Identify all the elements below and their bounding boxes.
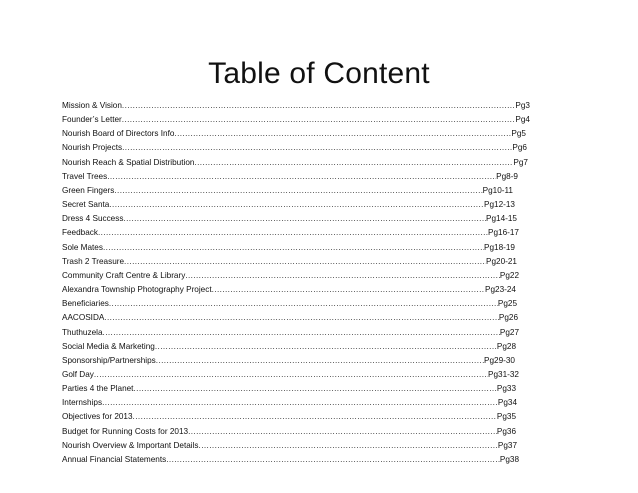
toc-entry-page: Pg28 (496, 341, 516, 351)
toc-entry (62, 410, 532, 424)
toc-entry-label: Green Fingers (62, 185, 115, 195)
toc-entry-label: Beneficiaries (62, 299, 109, 309)
toc-entry-page: Pg34 (497, 398, 517, 408)
dot-leader (156, 354, 484, 368)
toc-entry-label: Sole Mates (62, 242, 103, 252)
toc-entry (62, 184, 532, 198)
toc-entry-page: Pg31-32 (488, 369, 519, 379)
dot-leader (107, 170, 496, 184)
toc-entry-label: Feedback (62, 228, 98, 238)
dot-leader (109, 198, 484, 212)
toc-entry-page: Pg4 (515, 115, 530, 125)
dot-leader (155, 340, 497, 354)
toc-entry (62, 439, 532, 453)
dot-leader (114, 184, 482, 198)
toc-entry (62, 297, 532, 311)
toc-entry-label: Nourish Board of Directors Info (62, 129, 175, 139)
toc-entry-page: Pg38 (499, 454, 519, 464)
dot-leader (133, 410, 497, 424)
toc-entry (62, 141, 532, 155)
toc-entry-label: Community Craft Centre & Library (62, 270, 186, 280)
toc-entry (62, 340, 532, 354)
toc-entry-page: Pg6 (512, 143, 527, 153)
page-title: Table of Content (208, 57, 430, 90)
dot-leader (194, 156, 513, 170)
toc-entry-page: Pg23-24 (485, 285, 516, 295)
dot-leader (212, 283, 485, 297)
dot-leader (123, 212, 486, 226)
toc-entry (62, 127, 532, 141)
dot-leader (94, 368, 488, 382)
dot-leader (199, 439, 498, 453)
toc-entry (62, 241, 532, 255)
toc-entry-page: Pg26 (498, 313, 518, 323)
toc-entry-label: Secret Santa (62, 200, 110, 210)
toc-entry (62, 255, 532, 269)
dot-leader (98, 226, 488, 240)
toc-entry-label: Nourish Overview & Important Details (62, 440, 199, 450)
toc-entry (62, 212, 532, 226)
toc-entry-page: Pg18-19 (484, 242, 515, 252)
toc-entry-page: Pg8-9 (496, 171, 518, 181)
dot-leader (133, 382, 496, 396)
toc-entry-label: Nourish Projects (62, 143, 123, 153)
dot-leader (104, 311, 499, 325)
toc-entry-page: Pg7 (513, 157, 528, 167)
dot-leader (103, 326, 500, 340)
toc-entry-page: Pg20-21 (486, 256, 517, 266)
toc-entry-label: Social Media & Marketing (62, 341, 155, 351)
toc-entry-label: Objectives for 2013 (62, 412, 133, 422)
table-of-contents (62, 99, 532, 467)
dot-leader (174, 127, 511, 141)
toc-entry-page: Pg35 (496, 412, 516, 422)
toc-entry-label: Dress 4 Success (62, 214, 124, 224)
toc-entry-label: Founder’s Letter (62, 115, 122, 125)
toc-entry (62, 382, 532, 396)
toc-entry-label: Parties 4 the Planet (62, 384, 134, 394)
toc-entry-label: Budget for Running Costs for 2013 (62, 426, 189, 436)
toc-entry (62, 170, 532, 184)
toc-entry-label: Trash 2 Treasure (62, 256, 125, 266)
toc-entry (62, 396, 532, 410)
toc-entry-label: Mission & Vision (62, 101, 122, 110)
dot-leader (166, 453, 500, 467)
dot-leader (122, 141, 512, 155)
toc-entry-label: Sponsorship/Partnerships (62, 355, 156, 365)
dot-leader (122, 113, 516, 127)
toc-entry (62, 326, 532, 340)
toc-entry (62, 453, 532, 467)
toc-entry-label: Annual Financial Statements (62, 454, 167, 464)
dot-leader (124, 255, 486, 269)
toc-entry (62, 226, 532, 240)
toc-entry-page: Pg10-11 (482, 185, 513, 195)
toc-entry (62, 269, 532, 283)
toc-entry-page: Pg14-15 (486, 214, 517, 224)
dot-leader (103, 241, 484, 255)
toc-entry-page: Pg22 (499, 270, 519, 280)
toc-entry-label: Alexandra Township Photography Project (62, 285, 212, 295)
toc-entry-page: Pg3 (515, 101, 530, 110)
toc-entry-label: Thuthuzela (62, 327, 103, 337)
toc-entry-page: Pg27 (499, 327, 519, 337)
toc-entry (62, 368, 532, 382)
toc-entry-page: Pg29-30 (484, 355, 515, 365)
dot-leader (102, 396, 498, 410)
dot-leader (185, 269, 500, 283)
toc-entry (62, 311, 532, 325)
toc-entry (62, 198, 532, 212)
toc-entry-label: AACOSIDA (62, 313, 105, 323)
toc-entry-page: Pg12-13 (484, 200, 515, 210)
toc-entry (62, 425, 532, 439)
toc-entry (62, 354, 532, 368)
toc-entry-page: Pg37 (497, 440, 517, 450)
toc-entry-page: Pg5 (511, 129, 526, 139)
toc-entry (62, 283, 532, 297)
toc-entry-label: Internships (62, 398, 103, 408)
toc-entry (62, 99, 532, 113)
toc-entry (62, 156, 532, 170)
toc-entry-page: Pg33 (496, 384, 516, 394)
toc-entry (62, 113, 532, 127)
dot-leader (188, 425, 497, 439)
toc-entry-page: Pg25 (497, 299, 517, 309)
toc-entry-page: Pg36 (496, 426, 516, 436)
toc-entry-label: Travel Trees (62, 171, 108, 181)
dot-leader (122, 99, 516, 113)
dot-leader (109, 297, 498, 311)
toc-entry-label: Nourish Reach & Spatial Distribution (62, 157, 195, 167)
toc-entry-page: Pg16-17 (488, 228, 519, 238)
toc-entry-label: Golf Day (62, 369, 94, 379)
